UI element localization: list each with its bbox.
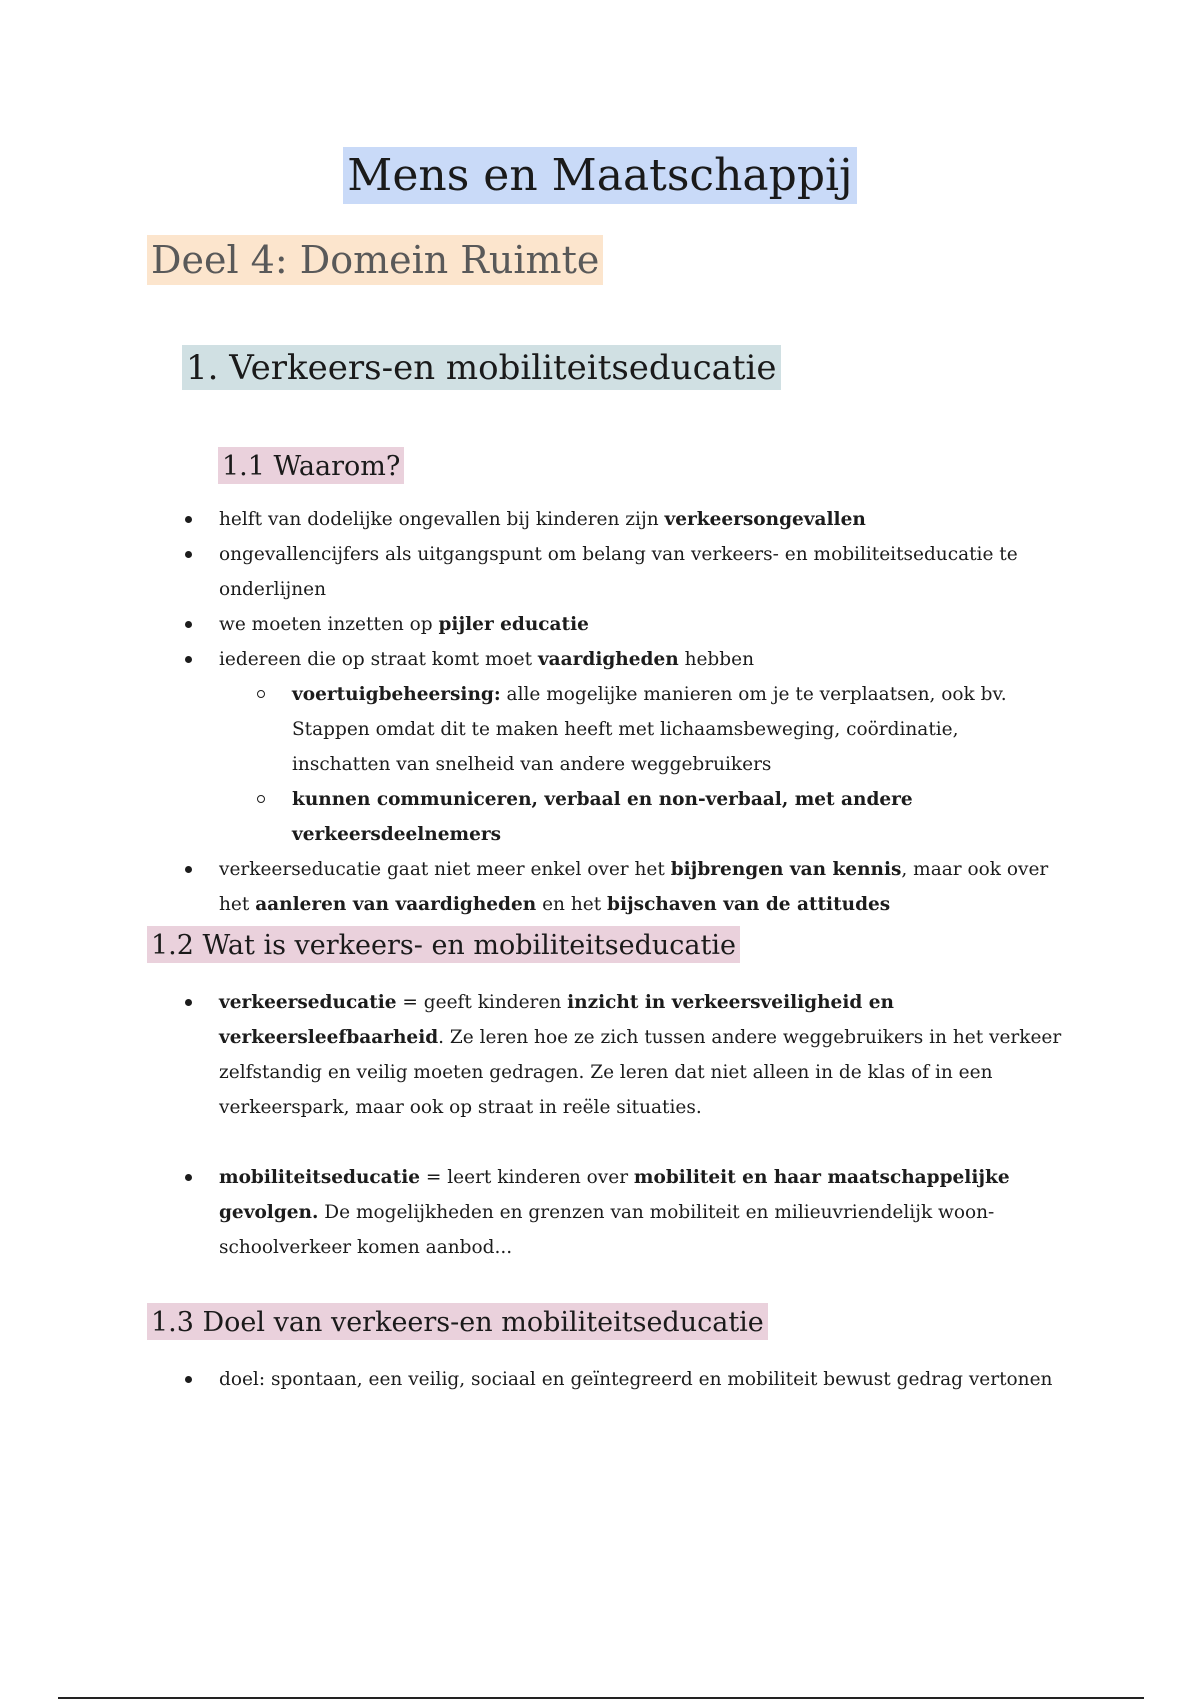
subsection-heading-1-3: 1.3 Doel van verkeers-en mobiliteitseducatie: [147, 1303, 768, 1340]
bottom-divider: [58, 1697, 1144, 1699]
bullet-list-doel: [182, 1362, 1062, 1397]
part-heading: Deel 4: Domein Ruimte: [147, 235, 603, 285]
list-item: we moeten inzetten op pijler educatie: [182, 607, 1062, 642]
bullet-list-definitions: [182, 985, 1062, 1265]
section-heading: 1. Verkeers-en mobiliteitseducatie: [182, 345, 781, 390]
list-item: iedereen die op straat komt moet vaardigheden hebben voertuigbeheersing: alle mogelijke manieren om je te verplaatsen, ook bv. Stappen omdat dit te maken heeft met lichaamsbeweging, coördinatie, inschatten van snelheid van andere weggebruikers kunnen communiceren, verbaal en non-verbaal, met andere verkeersdeelnemers: [182, 642, 1062, 852]
list-item: verkeerseducatie = geeft kinderen inzicht in verkeersveiligheid en verkeersleefbaarheid. Ze leren hoe ze zich tussen andere weggebruikers in het verkeer zelfstandig en veilig moeten gedragen. Ze leren dat niet alleen in de klas of in een verkeerspark, maar ook op straat in reële situaties.: [182, 985, 1062, 1125]
sub-bullet-list: [219, 677, 1062, 852]
sub-list-item: voertuigbeheersing: alle mogelijke manieren om je te verplaatsen, ook bv. Stappen omdat dit te maken heeft met lichaamsbeweging, coördinatie, inschatten van snelheid van andere weggebruikers: [255, 677, 1062, 782]
title-container: [0, 147, 1200, 204]
list-item: ongevallencijfers als uitgangspunt om belang van verkeers- en mobiliteitseducatie te onderlijnen: [182, 537, 1062, 607]
subsection-heading-1-1: 1.1 Waarom?: [218, 447, 404, 484]
list-item: mobiliteitseducatie = leert kinderen over mobiliteit en haar maatschappelijke gevolgen. De mogelijkheden en grenzen van mobiliteit en milieuvriendelijk woon-schoolverkeer komen aanbod...: [182, 1160, 1062, 1265]
sub-list-item: kunnen communiceren, verbaal en non-verbaal, met andere verkeersdeelnemers: [255, 782, 1062, 852]
document-title: Mens en Maatschappij: [343, 147, 856, 204]
list-item: verkeerseducatie gaat niet meer enkel over het bijbrengen van kennis, maar ook over het aanleren van vaardigheden en het bijschaven van de attitudes: [182, 852, 1062, 922]
bullet-list-waarom: [182, 502, 1062, 922]
subsection-heading-1-2: 1.2 Wat is verkeers- en mobiliteitseducatie: [147, 926, 740, 963]
list-item: doel: spontaan, een veilig, sociaal en geïntegreerd en mobiliteit bewust gedrag vertonen: [182, 1362, 1062, 1397]
list-item: helft van dodelijke ongevallen bij kinderen zijn verkeersongevallen: [182, 502, 1062, 537]
